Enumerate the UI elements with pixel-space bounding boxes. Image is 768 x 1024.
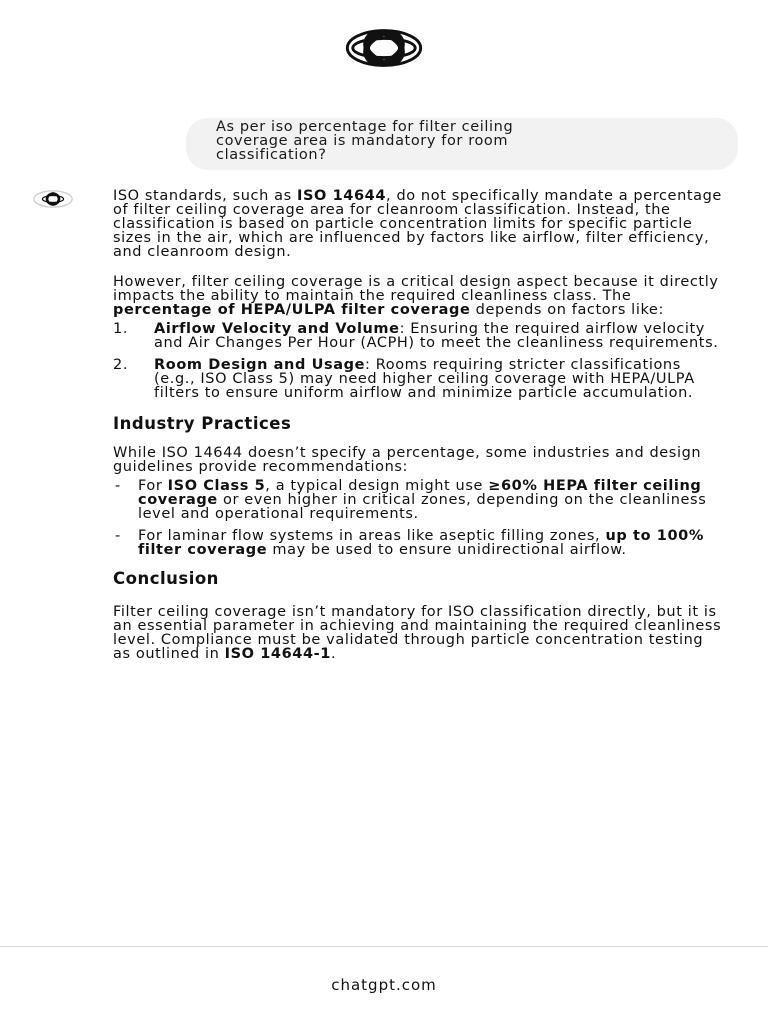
openai-logo-icon [331, 26, 437, 70]
reply-paragraph-coverage: However, filter ceiling coverage is a critical design aspect because it directly impacts the ability to maintain the required cleanliness class. The percentage of HEPA/ULPA filter coverage depends on factors like: [113, 274, 719, 318]
reply-paragraph-intro: ISO standards, such as ISO 14644, do not specifically mandate a percentage of filter ceiling coverage area for cleanroom classification. Instead, the classification is based on particle concentration limits for specific particle sizes in the air, which are influenced by factors like airflow, filter efficiency, and cleanroom design. [113, 188, 722, 260]
user-message-bubble: As per iso percentage for filter ceiling coverage area is mandatory for room classification? [186, 118, 738, 170]
recommendations-bullet-list [113, 479, 723, 557]
footer-divider [0, 946, 768, 947]
assistant-reply [113, 189, 723, 661]
section-heading-conclusion: Conclusion [113, 569, 219, 588]
reply-paragraph-conclusion: Filter ceiling coverage isn’t mandatory for ISO classification directly, but it is an essential parameter in achieving and maintaining the required cleanliness level. Compliance must be validated through particle concentration testing as outlined in ISO 14644-1. [113, 604, 722, 662]
section-heading-industry-practices: Industry Practices [113, 414, 292, 433]
factors-numbered-list [113, 322, 723, 400]
list-item: 1. Airflow Velocity and Volume: Ensuring the required airflow velocity and Air Changes Per Hour (ACPH) to meet the cleanliness requirements. [113, 321, 719, 351]
reply-paragraph-industry: While ISO 14644 doesn’t specify a percentage, some industries and design guidelines provide recommendations: [113, 445, 702, 475]
list-item: - For laminar flow systems in areas like aseptic filling zones, up to 100% filter coverage may be used to ensure unidirectional airflow. [115, 528, 704, 558]
list-item: 2. Room Design and Usage: Rooms requiring stricter classifications (e.g., ISO Class 5) may need higher ceiling coverage with HEPA/ULPA filters to ensure uniform airflow and minimize particle accumulation. [113, 357, 695, 401]
list-item: - For ISO Class 5, a typical design might use ≥60% HEPA filter ceiling coverage or even higher in critical zones, depending on the cleanliness level and operational requirements. [115, 478, 707, 522]
assistant-avatar-icon [30, 189, 76, 209]
footer-domain-link[interactable]: chatgpt.com [331, 976, 437, 994]
